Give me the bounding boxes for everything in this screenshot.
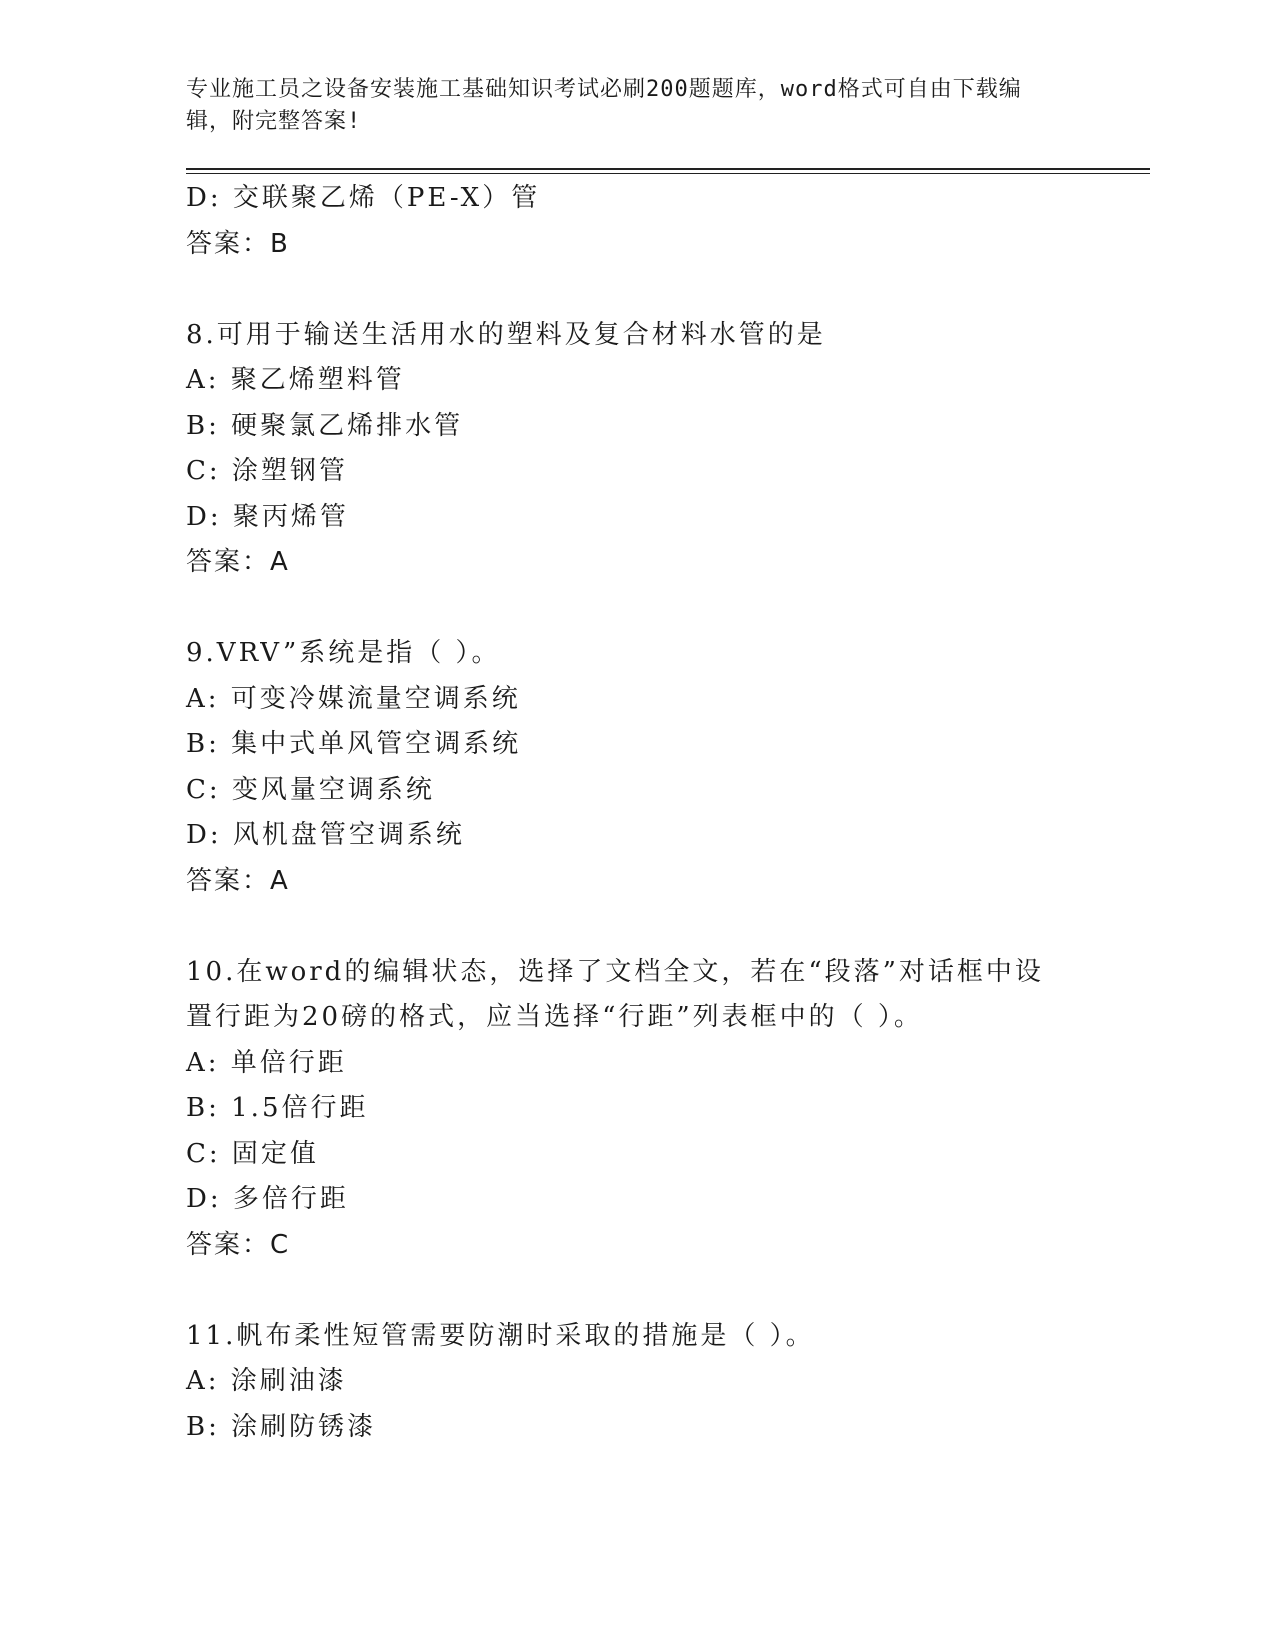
- header-divider: [186, 168, 1150, 174]
- question-text: 11.帆布柔性短管需要防潮时采取的措施是（ ）。: [186, 1320, 815, 1351]
- question-text: 10.在word的编辑状态，选择了文档全文，若在“段落”对话框中设置行距为20磅的格式，应当选择“行距”列表框中的（ ）。: [186, 956, 1044, 1032]
- question-9: [186, 631, 1150, 904]
- option-a: A: 涂刷油漆: [186, 1366, 347, 1396]
- option-d: D: 多倍行距: [186, 1184, 349, 1214]
- option-a: A: 可变冷媒流量空调系统: [186, 683, 521, 714]
- option-c: C: 涂塑钢管: [186, 456, 348, 486]
- option-d: D: 聚丙烯管: [186, 501, 349, 532]
- option-a: A: 聚乙烯塑料管: [186, 365, 405, 395]
- document-header: 专业施工员之设备安装施工基础知识考试必刷200题题库，word格式可自由下载编辑，附完整答案!: [186, 77, 1022, 134]
- question-10: [186, 950, 1150, 1269]
- option-c: C: 变风量空调系统: [186, 774, 435, 805]
- option-b: B: 集中式单风管空调系统: [186, 729, 522, 759]
- answer-line: 答案：C: [186, 1229, 291, 1260]
- option-d: D: 风机盘管空调系统: [186, 820, 465, 850]
- option-a: A: 单倍行距: [186, 1047, 347, 1078]
- answer-line: 答案：B: [186, 228, 290, 259]
- option-b: B: 涂刷防锈漆: [186, 1411, 377, 1442]
- question-text: 9.VRV”系统是指（ ）。: [186, 638, 501, 668]
- question-8: [186, 313, 1150, 586]
- option-c: C: 固定值: [186, 1138, 319, 1169]
- option-b: B: 1.5倍行距: [186, 1093, 369, 1123]
- answer-line: 答案：A: [186, 547, 290, 577]
- option-b: B: 硬聚氯乙烯排水管: [186, 410, 464, 441]
- option-d: D: 交联聚乙烯（PE-X）管: [186, 183, 541, 213]
- answer-line: 答案：A: [186, 865, 290, 896]
- question-text: 8.可用于输送生活用水的塑料及复合材料水管的是: [186, 319, 826, 350]
- document-page: [186, 74, 1150, 1450]
- carryover-question: [186, 176, 1150, 267]
- question-11: [186, 1314, 1150, 1451]
